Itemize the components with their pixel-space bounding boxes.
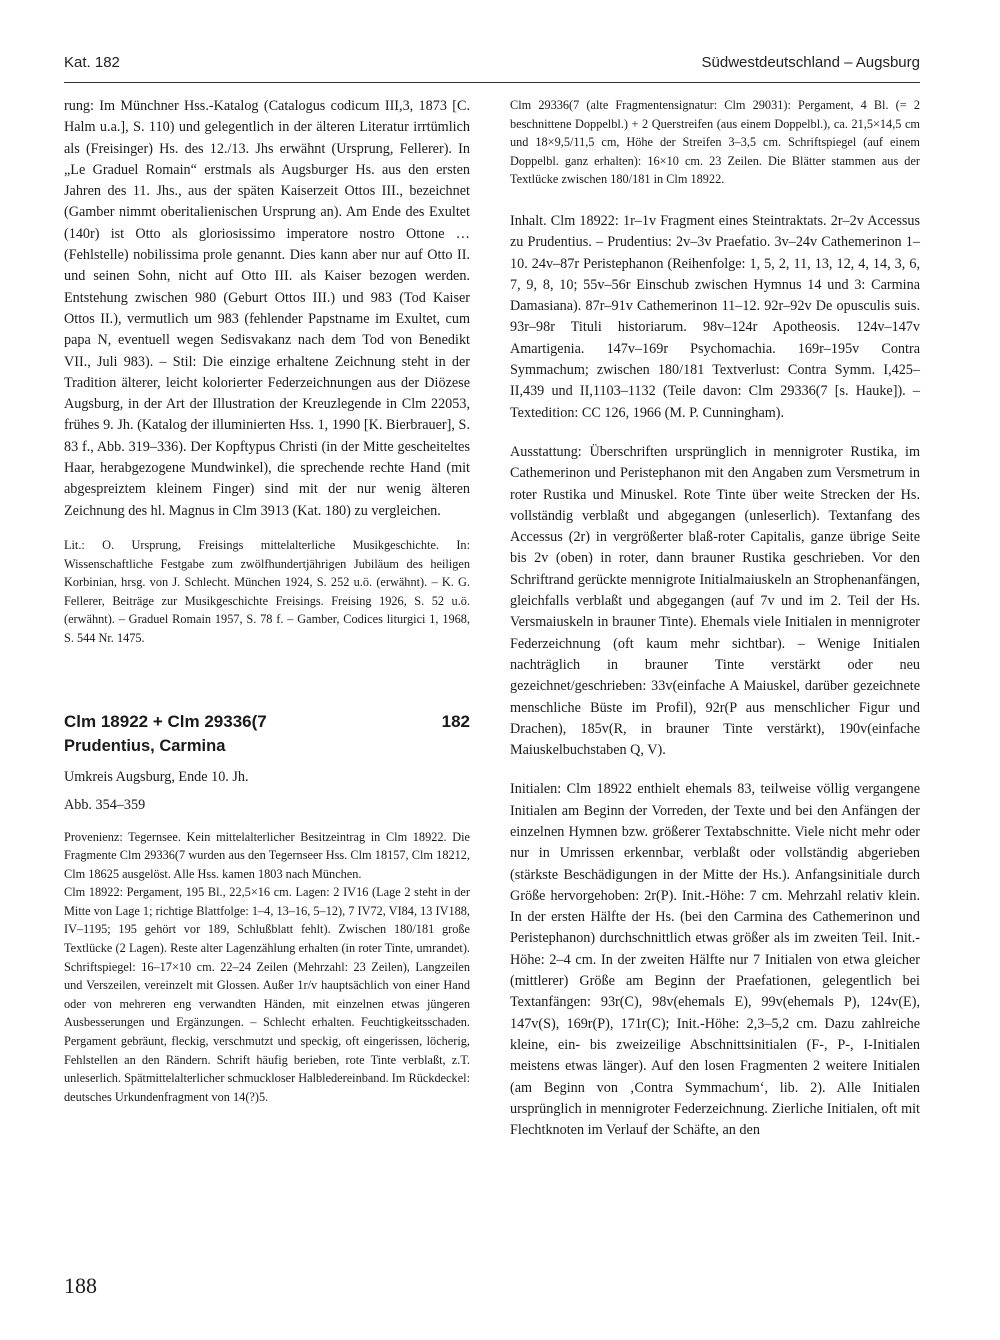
entry-origin: Umkreis Augsburg, Ende 10. Jh. — [64, 768, 249, 785]
running-head-left: Kat. 182 — [64, 54, 120, 71]
entry-heading — [64, 710, 470, 734]
literature-paragraph: Lit.: O. Ursprung, Freisings mittelalterliche Musikgeschichte. In: Wissenschaftliche Festgabe zum zwölfhundertjährigen Jubiläum des heiligen Korbinian, hrsg. von J. Schlecht. München 1924, S. 252 u.ö. (erwähnt). – K. G. Fellerer, Beiträge zur Musikgeschichte Freisings. Freising 1926, S. 52 u.ö. (erwähnt). – Graduel Romain 1957, S. 78 f. – Gamber, Codices liturgici 1, 1968, S. 544 Nr. 1475. — [64, 537, 470, 645]
header-rule — [64, 82, 920, 83]
entry-number: 182 — [441, 711, 470, 731]
page-number: 188 — [64, 1273, 97, 1298]
entry-title: Clm 18922 + Clm 29336(7 — [64, 711, 267, 731]
entry-figures: Abb. 354–359 — [64, 796, 146, 813]
provenance-paragraph: Provenienz: Tegernsee. Kein mittelalterlicher Besitzeintrag in Clm 18922. Die Fragmente Clm 29336(7 wurden aus den Tegernseer Hss. Clm 18157, Clm 18212, Clm 18625 ausgelöst. Alle Hss. kamen 1803 nach München. — [64, 829, 470, 881]
right-column — [510, 96, 920, 1141]
entry-subtitle: Prudentius, Carmina — [64, 736, 226, 755]
continued-text: rung: Im Münchner Hss.-Katalog (Catalogus codicum III,3, 1873 [C. Halm u.a.], S. 110) und gelegentlich in der älteren Literatur irrtümlich als (Freisinger) Hs. des 12./13. Jhs erwähnt (Ursprung, Fellerer). In „Le Graduel Romain“ erstmals als Augsburger Hs. aus den ersten Jahren des 11. Jhs., aus der späten Kaiserzeit Ottos III., bezeichnet (Gamber nimmt oberitalienischen Ursprung an). Am Ende des Exultet (140r) ist Otto als gloriosissimo imperatore nostro Ottone …(Fehlstelle) nobilissima prole genannt. Dies kann aber nur auf Otto II. und seinen Sohn, nicht auf Otto III. als Kaiser bezogen werden. Entstehung zwischen 980 (Geburt Ottos III.) und 983 (Tod Kaiser Ottos II.), vermutlich um 983 (fehlender Papstname im Exultet, cum papa N, eventuell wegen Sedisvakanz nach dem Tod von Benedikt VII., Juli 983). – Stil: Die einzige erhaltene Zeichnung steht in der Tradition älterer, leicht kolorierter Federzeichnungen aus der Diözese Augsburg, in der Art der Illustration der Kreuzlegende in Clm 22053, frühes 9. Jh. (Katalog der illuminierten Hss. 1, 1990 [K. Bierbrauer], S. 83 f., Abb. 319–336). Der Kopftypus Christi (in der Mitte gescheiteltes Haar, herabgezogene Mundwinkel), die sprechende rechte Hand (mit abgespreiztem kleinem Finger) sind mit der nur wenig älteren Zeichnung des hl. Magnus in Clm 3913 (Kat. 180) zu vergleichen. — [64, 98, 470, 519]
content-section: Inhalt. Clm 18922: 1r–1v Fragment eines Steintraktats. 2r–2v Accessus zu Prudentius. – Prudentius: 2v–3v Praefatio. 3v–24v Cathemerinon 1–10. 24v–87r Peristephanon (Reihenfolge: 1, 5, 2, 11, 13, 12, 4, 14, 3, 6, 7, 9, 8, 10; 55v–56r Einschub zwischen Hymnus 14 und 3: Carmina Damasiana). 87r–91v Cathemerinon 11–12. 92r–92v De opusculis suis. 93r–98r Tituli historiarum. 98v–124r Apotheosis. 124v–147v Amartigenia. 147v–169r Psychomachia. 169r–195v Contra Symmachum; zwischen 180/181 Textverlust: Contra Symm. I,425–II,439 und II,1103–1132 (Teile davon: Clm 29336(7 [s. Hauke]). – Textedition: CC 126, 1966 (M. P. Cunningham). — [510, 212, 920, 421]
left-column — [64, 96, 470, 1106]
initials-section: Initialen: Clm 18922 enthielt ehemals 83, teilweise völlig vergangene Initialen am Beginn der Vorreden, der Texte und bei den Anfängen der einzelnen Hymnen bzw. größerer Textabschnitte. Viele nicht mehr oder nur in Umrissen erkennbar, verblaßt oder vollständig abgerieben (stärkste Beschädigungen in der Mitte der Hs.). Anfangsinitiale durch Größe hervorgehoben: 2r(P). Init.-Höhe: 7 cm. Mehrzahl relativ klein. In der ersten Hälfte der Hs. (bei den Carmina des Cathemerinon und Peristephanon) durchschnittlich etwas größer als im zweiten Teil. Init.-Höhe: 2–4 cm. In der zweiten Hälfte nur 7 Initialen von etwa gleicher (mittlerer) Größe am Beginn der Praefationen, gelegentlich bei Textanfängen: 93r(C), 98v(ehemals E), 99v(ehemals P), 124v(E), 147v(S), 169r(P), 171r(C); Init.-Höhe: 2,3–5,2 cm. Dazu zahlreiche kleine, ein- bis zweizeilige Abschnittsinitialen (F-, P-, I-Initialen meistens etwas länger). Auf den losen Fragmenten 2 weitere Initialen (am Beginn von ‚Contra Symmachum‘, lib. 2). Alle Initialen ursprünglich in mennigroter Federzeichnung. Zierliche Initialen, oft mit Flechtknoten im Verlauf der Schäfte, an den — [510, 781, 920, 1139]
description-paragraph: Clm 18922: Pergament, 195 Bl., 22,5×16 cm. Lagen: 2 IV16 (Lage 2 steht in der Mitte von Lage 1; richtige Blattfolge: 1–4, 13–16, 5–12), 7 IV72, VI84, 13 IV188, IV–1195; 195 gehört vor 189, Schlußblatt fehlt). Zwischen 180/181 große Textlücke (2 Lagen). Reste alter Lagenzählung erhalten (in roter Tinte, umrandet). Schriftspiegel: 16–17×10 cm. 22–24 Zeilen (Mehrzahl: 23 Zeilen), Langzeilen und Verszeilen, vereinzelt mit Glossen. Außer 1r/v hauptsächlich von einer Hand oder von mehreren eng verwandten Händen, mit einzelnen etwas jüngeren Ausbesserungen und Ergänzungen. – Schlecht erhalten. Feuchtigkeitsschaden. Pergament gebräunt, fleckig, verschmutzt und speckig, oft eingerissen, löcherig, Fehlstellen an den Rändern. Schrift häufig berieben, rote Tinte verblaßt, z.T. unleserlich. Spätmittelalterlicher schmuckloser Halbledereinband. Im Rückdeckel: deutsches Urkundenfragment von 14(?)5. — [64, 885, 470, 1104]
fragment-paragraph: Clm 29336(7 (alte Fragmentensignatur: Clm 29031): Pergament, 4 Bl. (= 2 beschnittene Doppelbl.) + 2 Querstreifen (aus einem Doppelbl.), ca. 21,5×14,5 cm und 18×9,5/11,5 cm, Höhe der Streifen 3–3,5 cm. Schriftspiegel (auf einem Doppelbl. ganz erhalten): 16×10 cm. 23 Zeilen. Die Blätter stammen aus der Textlücke zwischen 180/181 in Clm 18922. — [510, 98, 920, 187]
running-head-right: Südwestdeutschland – Augsburg — [701, 54, 920, 71]
decoration-section: Ausstattung: Überschriften ursprünglich in mennigroter Rustika, im Cathemerinon und Peristephanon mit den Angaben zum Versmetrum in roter Rustika und Minuskel. Rote Tinte über weite Strecken der Hs. vollständig verblaßt und abgegangen (unleserlich). Textanfang des Accessus (2r) in vergrößerter blaß-roter Capitalis, ganze übrige Seite bis 2v (oben) in roter, dann brauner Rustika geschrieben. Vor den Schriftrand gerückte mennigrote Initialmaiuskeln an Strophenanfängen, gleichfalls verblaßt und abgegangen (auf 7v und im 2. Teil der Hs. Versmaiuskeln in brauner Tinte). Ehemals viele Initialen in mennigroter Federzeichnung (oft kaum mehr sichtbar). – Wenige Initialen nachträglich in brauner Tinte verstärkt oder neu gezeichnet/geschrieben: 33v(einfache A Maiuskel, darüber gezeichnete menschliche Büste im Profil), 92r(P aus menschlicher Figur und Drachen), 185v(R, in brauner Tinte verstärkt), 190v(einfache Maiuskelbuchstaben Q, V). — [510, 443, 920, 759]
